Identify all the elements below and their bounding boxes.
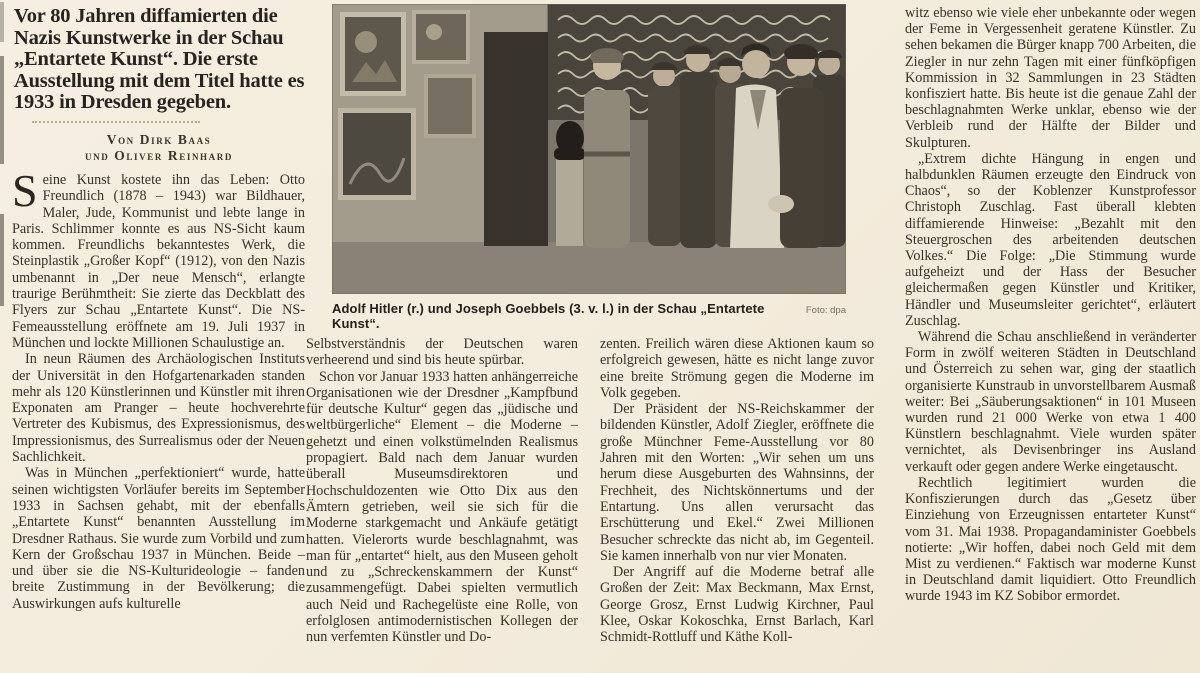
lead-paragraph-2: In neun Räumen des Archäologischen Instituts der Universität in den Hofgartenarkaden standen mehr als 120 Künstlerinnen und Künstler mit ihren Exponaten am Pranger – heute hochverehrte Vertreter des Kubismus, des Expressionismus, des Impressionismus, des Surrealismus oder der Neuen Sachlichkeit.	[12, 351, 305, 466]
exhibition-photo-illustration	[332, 4, 846, 294]
scan-edge-artifact	[0, 214, 4, 306]
column-b-paragraph-3: Der Angriff auf die Moderne betraf alle Großen der Zeit: Max Beckmann, Max Ernst, George Grosz, Ernst Ludwig Kirchner, Paul Klee, Oskar Kokoschka, Ernst Barlach, Karl Schmidt-Rottluff und Käthe Koll-	[600, 564, 874, 646]
column-right-paragraph-2: „Extrem dichte Hängung in engen und halbdunklen Räumen erzeugte den Eindruck von Chaos“, so der Koblenzer Kunstprofessor Christoph Zuschlag. Fast überall klebten diffamierende Hinweise: „Bezahlt mit den Steuergroschen des arbeitenden deutschen Volkes.“ Die Folge: „Die Stimmung wurde aufgeheizt und der Hass der Besucher gleichermaßen gegen Künstler und Kritiker, Händler und Museumsleiter gerichtet“, erläutert Zuschlag.	[905, 150, 1196, 329]
lead-paragraph-1-text: eine Kunst kostete ihn das Leben: Otto Freundlich (1878 – 1943) war Bildhauer, Maler, Jude, Kommunist und lebte lange in Paris. Schlimmer konnte es aus NS-Sicht kaum kommen. Freundlichs bekanntestes Werk, die Steinplastik „Großer Kopf“ (1912), von den Nazis umbenannt in „Der neue Mensch“, erlangte traurige Berühmtheit: Sie zierte das Deckblatt des Flyers zur Schau „Entartete Kunst“. Die NS-Femeausstellung eröffnete am 19. Juli 1937 in München und lockte Millionen Schaulustige an.	[12, 172, 305, 351]
photo-credit: Foto: dpa	[805, 305, 846, 316]
byline-divider	[32, 121, 200, 123]
drop-cap: S	[12, 172, 38, 216]
column-a-paragraph-1: Selbstverständnis der Deutschen waren verheerend und sind bis heute spürbar.	[306, 336, 578, 369]
scan-edge-artifact	[0, 2, 4, 42]
photo-caption-row	[332, 301, 846, 331]
photo-caption: Adolf Hitler (r.) und Joseph Goebbels (3. v. l.) in der Schau „Entartete Kunst“.	[332, 301, 765, 331]
column-right-paragraph-4: Rechtlich legitimiert wurden die Konfiszierungen durch das „Gesetz über Einziehung von Erzeugnissen entarteter Kunst“ vom 31. Mai 1938. Propagandaminister Goebbels notierte: „Wir hoffen, dabei noch Geld mit dem Mist zu verdienen.“ Faktisch war moderne Kunst in Deutschland damit liquidiert. Otto Freundlich wurde 1943 im KZ Sobibor ermordet.	[905, 474, 1196, 605]
scan-edge-artifact	[0, 56, 4, 164]
article-photo	[332, 4, 846, 294]
byline	[14, 132, 304, 164]
column-right	[905, 5, 1196, 673]
lead-column	[12, 172, 305, 672]
column-a	[306, 336, 578, 673]
column-b-paragraph-1: zenten. Freilich wären diese Aktionen kaum so erfolgreich gewesen, hätte es nicht lange zuvor eine breite Strömung gegen die Moderne im Volk gegeben.	[600, 336, 874, 401]
lead-paragraph-1	[12, 172, 305, 351]
column-right-paragraph-1: witz ebenso wie viele eher unbekannte oder wegen der Feme in Vergessenheit geratene Künstler. Zu sehen bekamen die Bürger knapp 700 Arbeiten, die Ziegler in nur zehn Tagen mit einer fünfköpfigen Kommission in 32 Sammlungen in 23 Städten konfisziert hatte. Bis heute ist die genaue Zahl der beschlagnahmten Werke unklar, ebenso wie der Verbleib rund der Hälfte der Bilder und Skulpturen.	[905, 5, 1196, 151]
column-b-paragraph-2: Der Präsident der NS-Reichskammer der bildenden Künstler, Adolf Ziegler, eröffnete die große Münchner Feme-Ausstellung vor 80 Jahren mit den Worten: „Wir sehen um uns herum diese Ausgeburten des Wahnsinns, der Frechheit, des Nichtskönnertums und der Entartung. Uns allen verursacht das Erschütterung und Ekel.“ Zwei Millionen Besucher schreckte das nicht ab, im Gegenteil. Sie kamen innerhalb von nur vier Monaten.	[600, 401, 874, 564]
column-right-paragraph-3: Während die Schau anschließend in veränderter Form in zwölf weiteren Städten in Deutschland und Österreich zu sehen war, ging der staatlich organisierte Kunstraub in unvorstellbarem Ausmaß weiter: Bei „Säuberungsaktionen“ in 101 Museen wurden rund 21 000 Werke von etwa 1 400 Künstlern beschlagnahmt. Viele wurden später vernichtet, als Devisenbringer ins Ausland verkauft oder gegen andere Werke eingetauscht.	[905, 329, 1196, 475]
column-b	[600, 336, 874, 673]
byline-line-2: und Oliver Reinhard	[85, 148, 233, 163]
lead-paragraph-3: Was in München „perfektioniert“ wurde, hatte seinen wichtigsten Vorläufer bereits im September 1933 in Sachsen gehabt, mit der ebenfalls „Entartete Kunst“ benannten Ausstellung im Dresdner Rathaus. Sie wurde zum Vorbild und zum Kern der Großschau 1937 in München. Beide – und über sie die NS-Kulturideologie – fanden breite Zustimmung in der Bevölkerung; die Auswirkungen aufs kulturelle	[12, 465, 305, 612]
column-a-paragraph-2: Schon vor Januar 1933 hatten anhängerreiche Organisationen wie der Dresdner „Kampfbund für deutsche Kultur“ gegen das „jüdische und weltbürgerliche“ Element – die Moderne – gehetzt und einen volkstümelnden Realismus propagiert. Bald nach dem Januar wurden überall Museumsdirektoren und Hochschuldozenten wie Otto Dix aus den Ämtern getrieben, weil sie sich für die Moderne starkgemacht und Ankäufe getätigt hatten. Vielerorts wurde beschlagnahmt, was man für „entartet“ hielt, aus den Museen geholt und zu „Schreckenskammern der Kunst“ zusammengefügt. Dabei spielten vermutlich auch Neid und Rachegelüste eine Rolle, von erfolglosen antimodernistischen Kollegen der nun verfemten Künstler und Do-	[306, 368, 578, 646]
article-headline: Vor 80 Jahren diffamierten die Nazis Kunstwerke in der Schau „Entartete Kunst“. Die erste Ausstellung mit dem Titel hatte es 1933 in Dresden gegeben.	[14, 5, 305, 113]
byline-line-1: Von Dirk Baas	[106, 132, 212, 147]
